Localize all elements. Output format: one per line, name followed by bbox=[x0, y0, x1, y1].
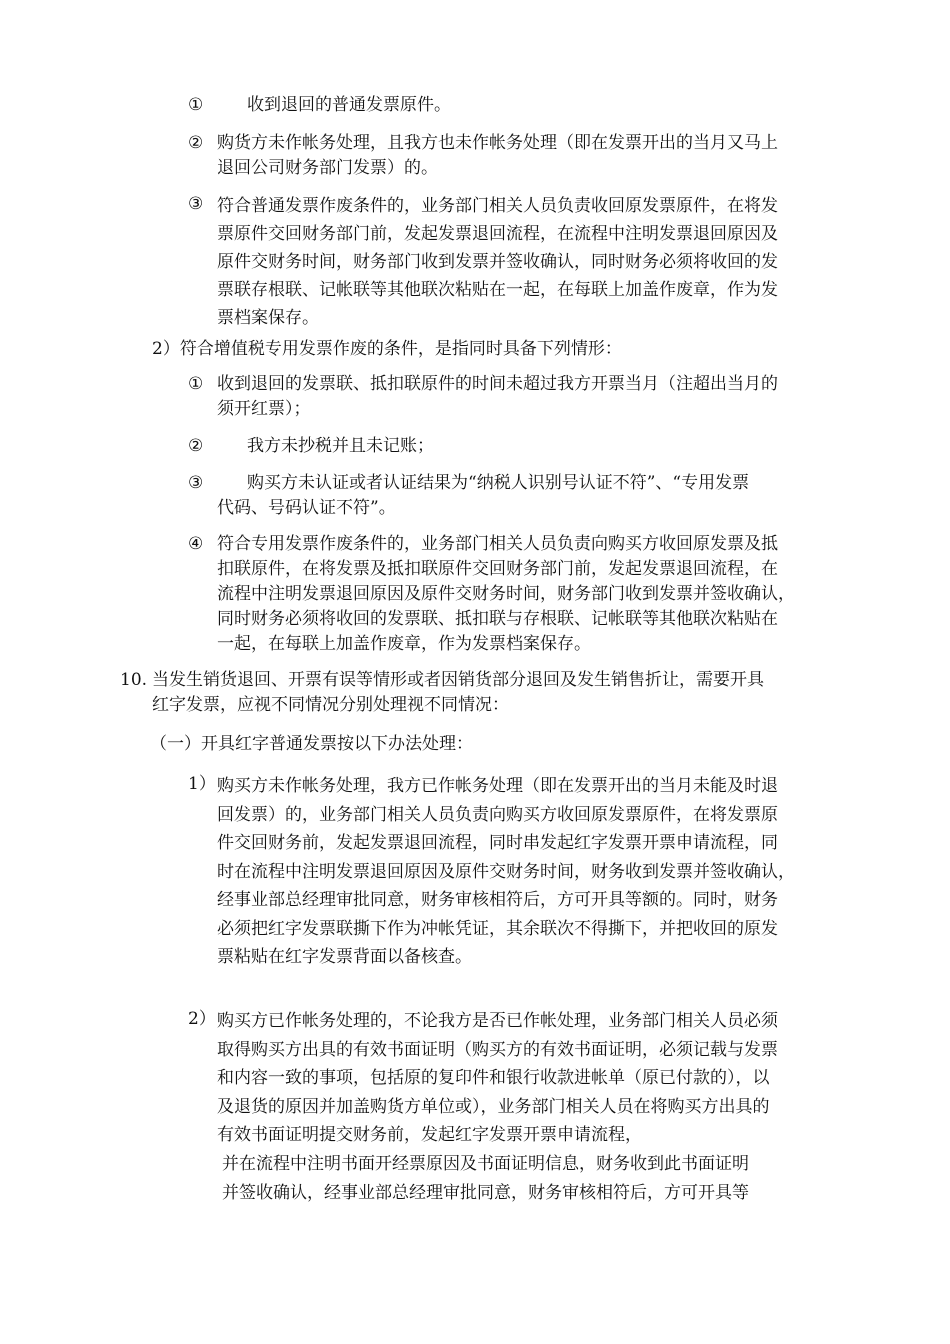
text-line: 退回公司财务部门发票）的。 bbox=[217, 158, 438, 178]
subsection-heading: （一）开具红字普通发票按以下办法处理： bbox=[150, 734, 473, 754]
text-line: 票原件交回财务部门前，发起发票退回流程，在流程中注明发票退回原因及 bbox=[217, 224, 778, 244]
item-marker: 1） bbox=[188, 774, 216, 794]
paragraph-continuation bbox=[222, 1150, 749, 1207]
text-line: 红字发票，应视不同情况分别处理视不同情况： bbox=[152, 695, 509, 715]
text-line: 并签收确认，经事业部总经理审批同意，财务审核相符后，方可开具等 bbox=[222, 1182, 749, 1203]
text-line: 购货方未作帐务处理，且我方也未作帐务处理（即在发票开出的当月又马上 bbox=[217, 133, 778, 153]
text-line: 符合专用发票作废条件的，业务部门相关人员负责向购买方收回原发票及抵 bbox=[217, 534, 778, 554]
text-line: 并在流程中注明书面开经票原因及书面证明信息，财务收到此书面证明 bbox=[222, 1154, 749, 1174]
text-line: 代码、号码认证不符”。 bbox=[217, 498, 396, 518]
item-marker: ④ bbox=[188, 534, 204, 554]
text-line: 须开红票）； bbox=[217, 399, 311, 419]
text-line: 取得购买方出具的有效书面证明（购买方的有效书面证明，必须记载与发票 bbox=[217, 1039, 778, 1060]
item-marker: ② bbox=[188, 133, 204, 153]
item-marker: ① bbox=[188, 374, 204, 394]
text-line: 和内容一致的事项，包括原的复印件和银行收款进帐单（原已付款的），以 bbox=[217, 1068, 770, 1088]
paragraph bbox=[217, 772, 795, 972]
list-item bbox=[247, 93, 451, 118]
text-line: 经事业部总经理审批同意，财务审核相符后，方可开具等额的。同时，财务 bbox=[217, 890, 778, 910]
list-item bbox=[217, 131, 778, 181]
text-line: 一起，在每联上加盖作废章，作为发票档案保存。 bbox=[217, 634, 591, 654]
numbered-paragraph bbox=[152, 668, 764, 718]
text-line: 票联存根联、记帐联等其他联次粘贴在一起，在每联上加盖作废章，作为发 bbox=[217, 280, 778, 300]
text-line: 原件交财务时间，财务部门收到发票并签收确认，同时财务必须将收回的发 bbox=[217, 252, 778, 272]
text-line: 时在流程中注明发票退回原因及原件交财务时间，财务收到发票并签收确认， bbox=[217, 861, 795, 882]
paragraph bbox=[217, 1007, 778, 1150]
text-line: 票档案保存。 bbox=[217, 308, 319, 328]
text-line: 购买方未认证或者认证结果为“纳税人识别号认证不符”、“专用发票 bbox=[247, 473, 750, 493]
list-item bbox=[217, 192, 778, 332]
text-line: 同时财务必须将收回的发票联、抵扣联与存根联、记帐联等其他联次粘贴在 bbox=[217, 609, 778, 629]
text-line: 收到退回的普通发票原件。 bbox=[247, 95, 451, 115]
item-marker: 2） bbox=[188, 1009, 216, 1029]
text-line: 购买方未作帐务处理，我方已作帐务处理（即在发票开出的当月未能及时退 bbox=[217, 776, 778, 796]
text-line: 符合普通发票作废条件的，业务部门相关人员负责收回原发票原件，在将发 bbox=[217, 196, 778, 216]
item-marker: ① bbox=[188, 95, 204, 115]
text-line: 当发生销货退回、开票有误等情形或者因销货部分退回及发生销售折让，需要开具 bbox=[152, 670, 764, 690]
list-item bbox=[247, 434, 434, 459]
list-item bbox=[217, 471, 749, 521]
text-line: 流程中注明发票退回原因及原件交财务时间，财务部门收到发票并签收确认， bbox=[217, 584, 795, 604]
text-line: 收到退回的发票联、抵扣联原件的时间未超过我方开票当月（注超出当月的 bbox=[217, 374, 778, 394]
item-marker: ② bbox=[188, 436, 204, 456]
text-line: 必须把红字发票联撕下作为冲帐凭证，其余联次不得撕下，并把收回的原发 bbox=[217, 918, 778, 939]
text-line: 我方未抄税并且未记账； bbox=[247, 436, 434, 456]
item-marker: ③ bbox=[188, 194, 204, 214]
text-line: 及退货的原因并加盖购货方单位或），业务部门相关人员在将购买方出具的 bbox=[217, 1096, 770, 1117]
text-line: 件交回财务前，发起发票退回流程，同时串发起红字发票开票申请流程，同 bbox=[217, 833, 778, 853]
text-line: 扣联原件，在将发票及抵扣联原件交回财务部门前，发起发票退回流程，在 bbox=[217, 559, 778, 579]
item-marker: ③ bbox=[188, 473, 204, 493]
text-line: 购买方已作帐务处理的，不论我方是否已作帐处理，业务部门相关人员必须 bbox=[217, 1011, 778, 1031]
section-heading: 2）符合增值税专用发票作废的条件，是指同时具备下列情形： bbox=[152, 339, 622, 359]
list-item bbox=[217, 532, 795, 657]
text-line: 有效书面证明提交财务前，发起红字发票开票申请流程， bbox=[217, 1125, 642, 1145]
text-line: 票粘贴在红字发票背面以备核查。 bbox=[217, 947, 472, 967]
list-item bbox=[217, 372, 778, 422]
text-line: 回发票）的，业务部门相关人员负责向购买方收回原发票原件，在将发票原 bbox=[217, 804, 778, 825]
item-number: 10. bbox=[120, 670, 148, 690]
